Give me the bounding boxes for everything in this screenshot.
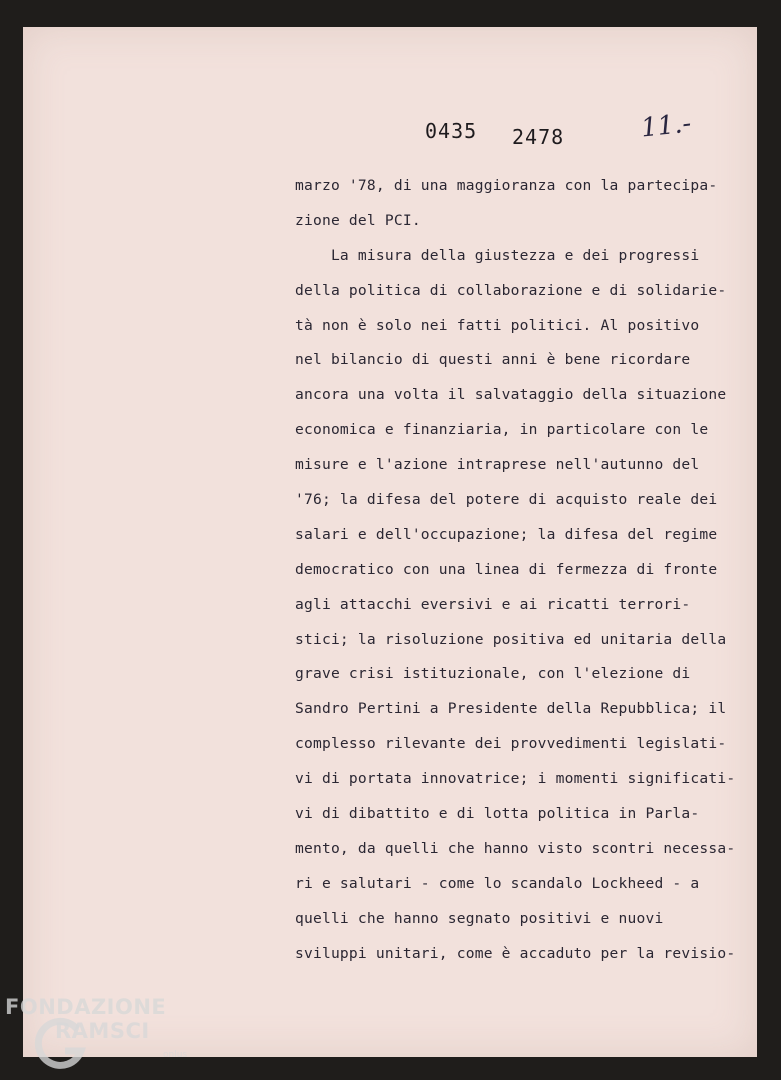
text-line: democratico con una linea di fermezza di fronte xyxy=(295,560,718,578)
fondazione-gramsci-watermark xyxy=(5,995,205,1075)
text-line: '76; la difesa del potere di acquisto reale dei xyxy=(295,491,718,509)
text-line: complesso rilevante dei provvedimenti legislati- xyxy=(295,735,727,753)
text-line: salari e dell'occupazione; la difesa del regime xyxy=(295,525,718,543)
text-line: della politica di collaborazione e di solidarie- xyxy=(295,281,727,299)
text-line: Sandro Pertini a Presidente della Repubblica; il xyxy=(295,700,727,718)
text-line: zione del PCI. xyxy=(295,211,421,229)
text-line: misure e l'azione intraprese nell'autunno del xyxy=(295,456,700,474)
watermark-line2: RAMSCI xyxy=(55,1019,150,1043)
text-line: economica e finanziaria, in particolare con le xyxy=(295,421,709,439)
document-page xyxy=(23,27,757,1057)
text-line: agli attacchi eversivi e ai ricatti terrori- xyxy=(295,595,691,613)
text-line: grave crisi istituzionale, con l'elezione di xyxy=(295,665,691,683)
text-line: sviluppi unitari, come è accaduto per la revisio- xyxy=(295,944,736,962)
watermark-sub: onlus xyxy=(163,1050,188,1060)
text-line: tà non è solo nei fatti politici. Al positivo xyxy=(295,316,700,334)
text-line: ri e salutari - come lo scandalo Lockheed - a xyxy=(295,874,700,892)
archive-code-right: 2478 xyxy=(512,125,565,149)
archive-code-left: 0435 xyxy=(425,119,478,143)
text-line: stici; la risoluzione positiva ed unitaria della xyxy=(295,630,727,648)
text-line: vi di portata innovatrice; i momenti significati- xyxy=(295,770,736,788)
watermark-line1: FONDAZIONE xyxy=(5,995,167,1019)
typewritten-body xyxy=(295,169,755,971)
text-line: marzo '78, di una maggioranza con la partecipa- xyxy=(295,177,718,194)
text-line: nel bilancio di questi anni è bene ricordare xyxy=(295,351,691,369)
text-line: vi di dibattito e di lotta politica in Parla- xyxy=(295,805,700,823)
text-line: quelli che hanno segnato positivi e nuovi xyxy=(295,909,664,927)
text-line: mento, da quelli che hanno visto scontri necessa- xyxy=(295,839,736,857)
text-line: ancora una volta il salvataggio della situazione xyxy=(295,386,727,404)
handwritten-page-number: 11.- xyxy=(639,108,693,144)
text-line: La misura della giustezza e dei progressi xyxy=(295,246,700,264)
